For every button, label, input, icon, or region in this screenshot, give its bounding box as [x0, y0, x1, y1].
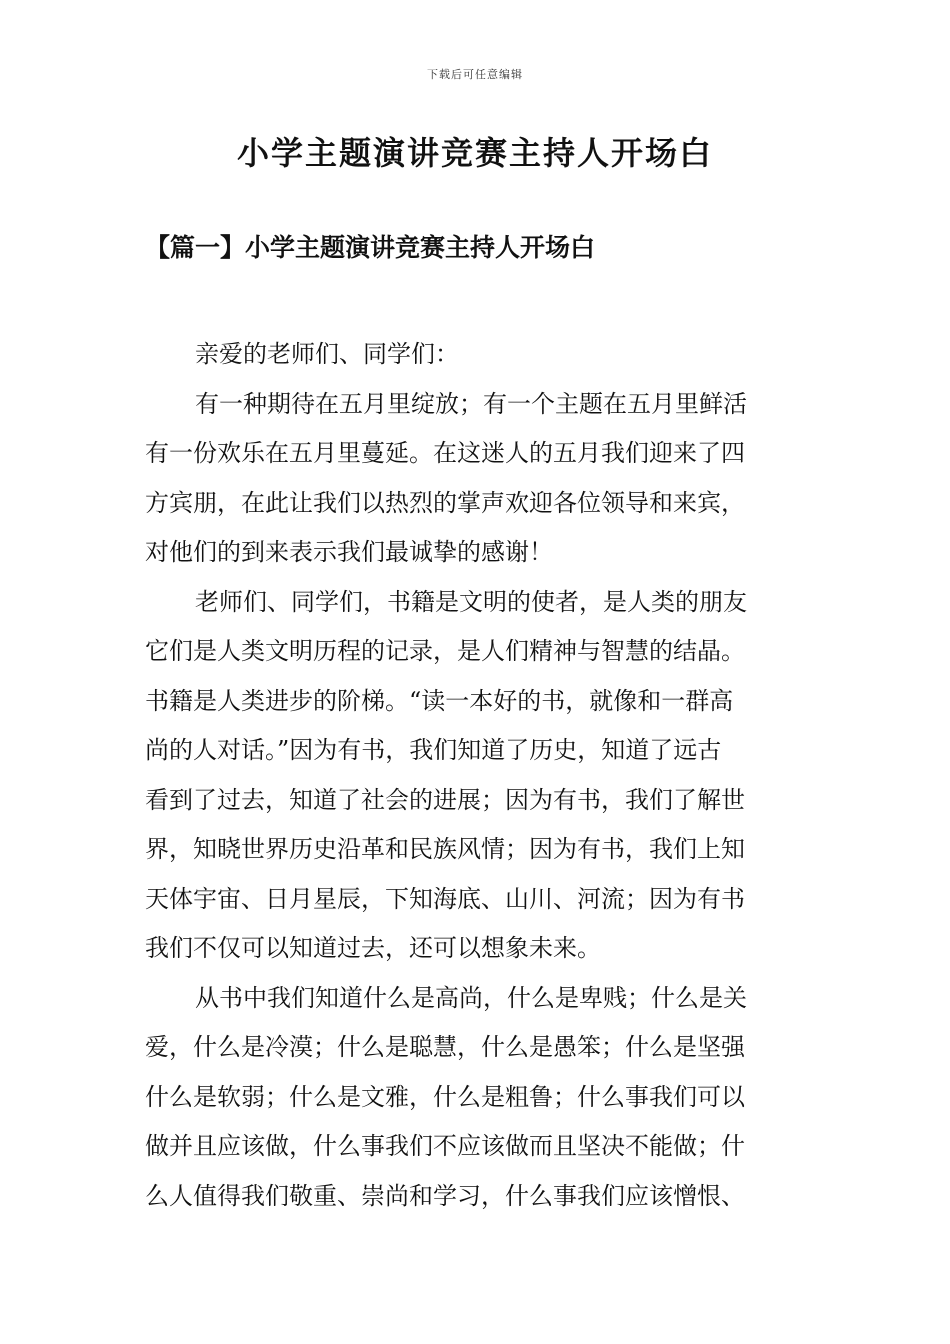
- paragraph-line: 方宾朋，在此让我们以热烈的掌声欢迎各位领导和来宾，: [145, 488, 745, 517]
- body-text: [145, 330, 807, 1221]
- paragraph-line: 么人值得我们敬重、崇尚和学习，什么事我们应该憎恨、: [145, 1181, 745, 1210]
- paragraph-line: 从书中我们知道什么是高尚，什么是卑贱；什么是关: [195, 983, 747, 1012]
- paragraph-line: 爱，什么是冷漠；什么是聪慧，什么是愚笨；什么是坚强: [145, 1033, 745, 1061]
- paragraph-line: 老师们、同学们，书籍是文明的使者，是人类的朋友: [195, 587, 747, 616]
- document-title: 小学主题演讲竞赛主持人开场白: [236, 134, 713, 172]
- paragraph-line: 看到了过去，知道了社会的进展；因为有书，我们了解世: [145, 785, 745, 814]
- paragraph-line: 有一种期待在五月里绽放；有一个主题在五月里鲜活: [195, 389, 747, 418]
- paragraph-line: 有一份欢乐在五月里蔓延。在这迷人的五月我们迎来了四: [145, 439, 745, 467]
- paragraph-line: 尚的人对话。”因为有书，我们知道了历史，知道了远古: [145, 736, 722, 764]
- paragraph-line: 对他们的到来表示我们最诚挚的感谢！: [145, 538, 553, 566]
- paragraph-line: 什么是软弱；什么是文雅，什么是粗鲁；什么事我们可以: [145, 1082, 745, 1111]
- paragraph-line: 做并且应该做，什么事我们不应该做而且坚决不能做；什: [145, 1132, 745, 1160]
- paragraph-line: 界，知晓世界历史沿革和民族风情；因为有书，我们上知: [145, 835, 745, 863]
- salutation-line: 亲爱的老师们、同学们：: [195, 340, 459, 368]
- paragraph-line: 我们不仅可以知道过去，还可以想象未来。: [145, 934, 601, 962]
- section-heading: 【篇一】小学主题演讲竞赛主持人开场白: [145, 233, 596, 262]
- paragraph-line: 书籍是人类进步的阶梯。“读一本好的书，就像和一群高: [145, 686, 734, 715]
- paragraph-line: 天体宇宙、日月星辰，下知海底、山川、河流；因为有书: [145, 884, 745, 913]
- header-note: 下载后可任意编辑: [427, 68, 523, 81]
- paragraph-line: 它们是人类文明历程的记录，是人们精神与智慧的结晶。: [145, 637, 745, 665]
